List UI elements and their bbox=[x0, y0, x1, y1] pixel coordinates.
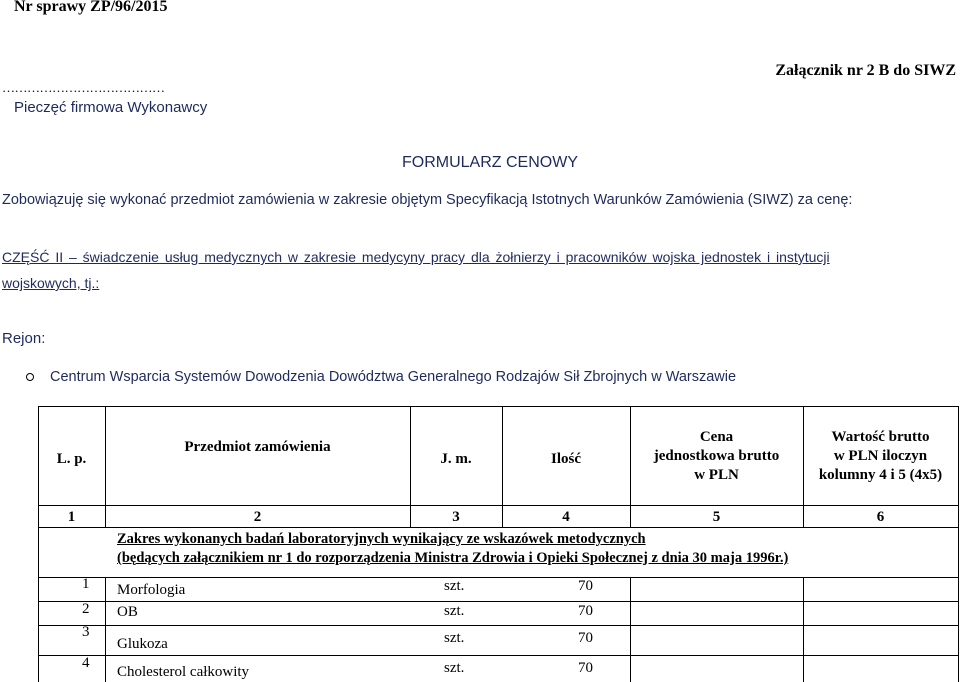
row-qty: 70 bbox=[578, 603, 593, 619]
row-qty: 70 bbox=[578, 578, 593, 594]
row-name: Glukoza bbox=[117, 636, 168, 652]
col-number-5: 5 bbox=[712, 509, 721, 525]
header-lp: L. p. bbox=[56, 451, 87, 467]
row-qty: 70 bbox=[578, 630, 593, 646]
col-number-4: 4 bbox=[562, 509, 570, 525]
row-name: Cholesterol całkowity bbox=[117, 664, 250, 680]
row-qty: 70 bbox=[578, 660, 593, 676]
row-unit: szt. bbox=[444, 660, 465, 676]
row-lp: 3 bbox=[82, 624, 90, 640]
col-number-1: 1 bbox=[67, 509, 76, 525]
bullet-icon bbox=[26, 373, 34, 381]
row-lp: 2 bbox=[82, 601, 90, 617]
header-unit: J. m. bbox=[440, 451, 472, 467]
row-lp: 4 bbox=[82, 655, 90, 671]
row-unit: szt. bbox=[444, 630, 465, 646]
row-lp: 1 bbox=[82, 576, 90, 592]
section-heading: Zakres wykonanych badań laboratoryjnych wynikający ze wskazówek metodycznych bbox=[117, 531, 646, 547]
stamp-dots: ………………………………… bbox=[2, 80, 165, 95]
part-title: CZĘŚĆ II – świadczenie usług medycznych w zakresie medycyny pracy dla żołnierzy i pracowników wojska jednostek i instytucji bbox=[2, 249, 830, 265]
row-unit: szt. bbox=[444, 578, 465, 594]
case-number: Nr sprawy ZP/96/2015 bbox=[14, 0, 168, 15]
section-heading-note: (będących załącznikiem nr 1 do rozporządzenia Ministra Zdrowia i Opieki Społecznej z dnia 30 maja 1996r.) bbox=[117, 550, 789, 566]
form-title: FORMULARZ CENOWY bbox=[402, 154, 578, 171]
header-subject: Przedmiot zamówienia bbox=[184, 439, 331, 455]
region-item: Centrum Wsparcia Systemów Dowodzenia Dowództwa Generalnego Rodzajów Sił Zbrojnych w Warszawie bbox=[50, 369, 737, 385]
col-number-6: 6 bbox=[876, 509, 885, 525]
attachment-label: Załącznik nr 2 B do SIWZ bbox=[775, 62, 956, 79]
part-title-continued: wojskowych, tj.: bbox=[2, 275, 100, 291]
region-label: Rejon: bbox=[2, 330, 46, 347]
row-unit: szt. bbox=[444, 603, 465, 619]
row-name: OB bbox=[117, 604, 138, 620]
header-qty: Ilość bbox=[551, 451, 581, 467]
stamp-label: Pieczęć firmowa Wykonawcy bbox=[14, 99, 208, 116]
intro-text: Zobowiązuję się wykonać przedmiot zamówienia w zakresie objętym Specyfikacją Istotnych Warunków Zamówienia (SIWZ) za cenę: bbox=[2, 192, 853, 208]
header-unit-price: Cena jednostkowa brutto w PLN bbox=[653, 429, 780, 483]
row-name: Morfologia bbox=[117, 582, 186, 598]
col-number-2: 2 bbox=[253, 509, 262, 525]
header-gross-value: Wartość brutto w PLN iloczyn kolumny 4 i 5 (4x5) bbox=[818, 429, 943, 483]
col-number-3: 3 bbox=[452, 509, 460, 525]
